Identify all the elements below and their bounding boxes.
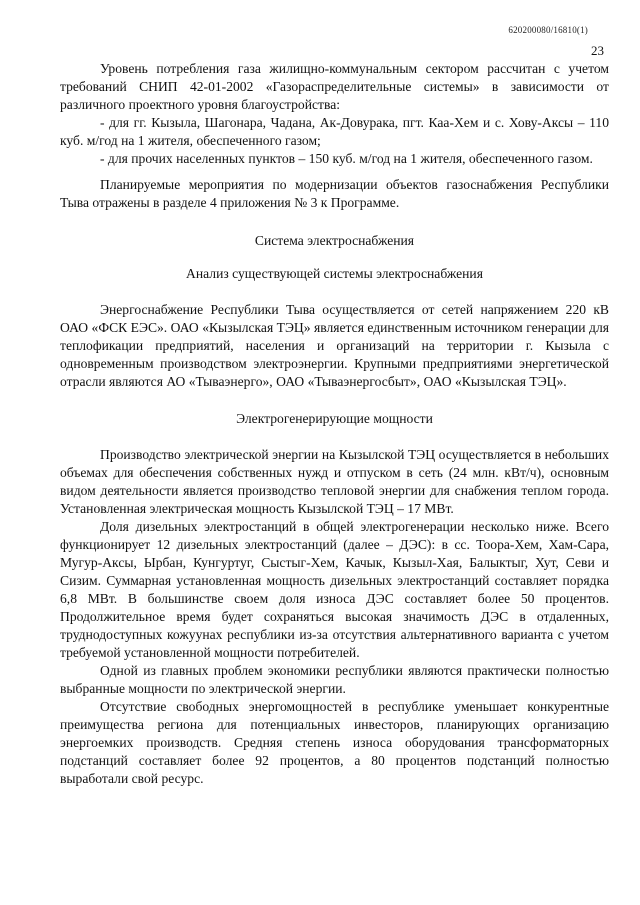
section-heading-generation: Электрогенерирующие мощности bbox=[236, 411, 433, 426]
paragraph-energy-supply: Энергоснабжение Республики Тыва осуществляется от сетей напряжением 220 кВ ОАО «ФСК ЕЭС». ОАО «Кызылская ТЭЦ» является единственным источником генерации для теплофикации предприятий, населения и организаций на территории г. Кызыла с одновременным производством электроэнергии. Крупными предприятиями энергетической отрасли являются АО «Тываэнерго», ОАО «Тываэнергосбыт», ОАО «Кызылская ТЭЦ». bbox=[60, 302, 609, 389]
section-heading-analysis: Анализ существующей системы электроснабжения bbox=[186, 266, 483, 281]
paragraph-capacity-problem: Одной из главных проблем экономики республики являются практически полностью выбранные мощности по электрической энергии. bbox=[60, 663, 609, 696]
paragraph-lack-of-capacity: Отсутствие свободных энергомощностей в республике уменьшает конкурентные преимущества региона для потенциальных инвесторов, планирующих организацию энергоемких производств. Средняя степень износа оборудования трансформаторных подстанций составляет более 92 процентов, а 80 процентов подстанций полностью выработали свой ресурс. bbox=[60, 699, 609, 786]
paragraph-planned-measures: Планируемые мероприятия по модернизации объектов газоснабжения Республики Тыва отражены в разделе 4 приложения № 3 к Программе. bbox=[60, 177, 609, 210]
section-heading-power-system: Система электроснабжения bbox=[254, 233, 415, 248]
list-item-cities: - для гг. Кызыла, Шагонара, Чадана, Ак-Довурака, пгт. Каа-Хем и с. Хову-Аксы – 110 куб. м/год на 1 жителя, обеспеченного газом; bbox=[60, 115, 609, 148]
page-number: 23 bbox=[591, 43, 604, 58]
list-item-other-settlements: - для прочих населенных пунктов – 150 куб. м/год на 1 жителя, обеспеченного газом. bbox=[100, 151, 593, 166]
document-number: 620200080/16810(1) bbox=[508, 25, 588, 35]
paragraph-diesel-stations: Доля дизельных электростанций в общей электрогенерации несколько ниже. Всего функционирует 12 дизельных электростанций (далее – ДЭС): в сс. Тоора-Хем, Хам-Сара, Мугур-Аксы, Ырбан, Кунгуртуг, Сыстыг-Хем, Качык, Кызыл-Хая, Балыктыг, Хут, Севи и Сизим. Суммарная установленная мощность дизельных электростанций составляет порядка 6,8 МВт. В большинстве своем доля износа ДЭС составляет более 50 процентов. Продолжительное время будет сохраняться высокая значимость ДЭС в отдаленных, труднодоступных кожуунах республики из-за отсутствия альтернативного варианта с учетом требуемой установленной мощности потребителей. bbox=[60, 519, 609, 660]
page-content bbox=[60, 60, 609, 788]
paragraph-gas-consumption: Уровень потребления газа жилищно-коммунальным сектором рассчитан с учетом требований СНИП 42-01-2002 «Газораспределительные системы» в зависимости от различного проектного уровня благоустройства: bbox=[60, 61, 609, 112]
paragraph-kyzyl-chp: Производство электрической энергии на Кызылской ТЭЦ осуществляется в небольших объемах для обеспечения собственных нужд и отпуском в сеть (24 млн. кВт/ч), основным видом деятельности является производство тепловой энергии для снабжения теплом города. Установленная электрическая мощность Кызылской ТЭЦ – 17 МВт. bbox=[60, 447, 609, 516]
